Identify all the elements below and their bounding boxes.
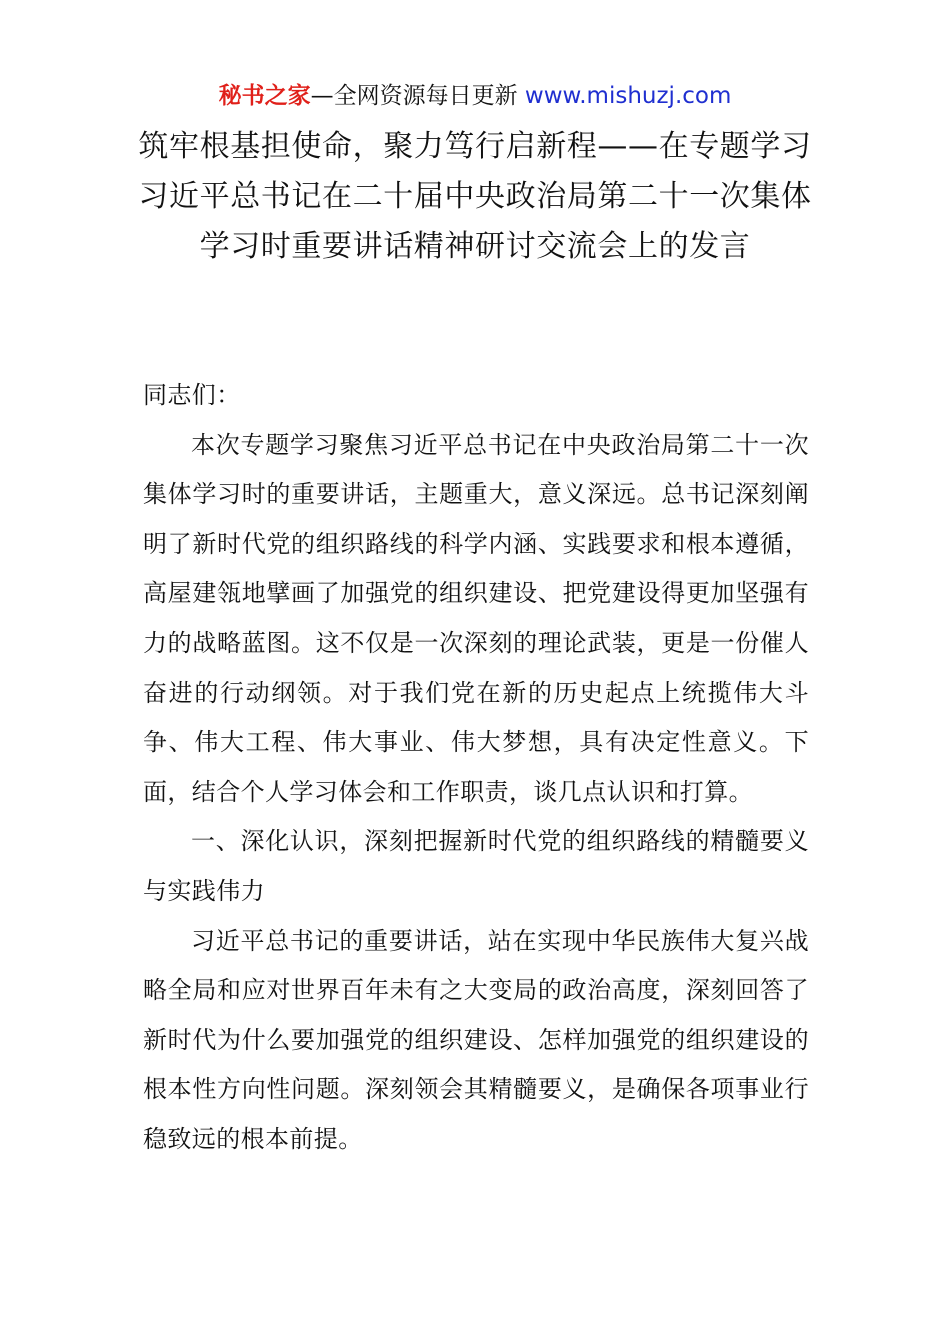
paragraph-intro: 本次专题学习聚焦习近平总书记在中央政治局第二十一次集体学习时的重要讲话，主题重大，意义深远。总书记深刻阐明了新时代党的组织路线的科学内涵、实践要求和根本遵循，高屋建瓴地擘画了加强党的组织建设、把党建设得更加坚强有力的战略蓝图。这不仅是一次深刻的理论武装，更是一份催人奋进的行动纲领。对于我们党在新的历史起点上统揽伟大斗争、伟大工程、伟大事业、伟大梦想，具有决定性意义。下面，结合个人学习体会和工作职责，谈几点认识和打算。 — [143, 430, 809, 806]
section-heading-1: 一、深化认识，深刻把握新时代党的组织路线的精髓要义与实践伟力 — [143, 827, 809, 905]
watermark-header — [0, 80, 950, 112]
watermark-tagline: —全网资源每日更新 — [310, 83, 525, 109]
watermark-brand: 秘书之家 — [218, 83, 311, 109]
document-title: 筑牢根基担使命，聚力笃行启新程——在专题学习习近平总书记在二十届中央政治局第二十一次集体学习时重要讲话精神研讨交流会上的发言 — [138, 129, 812, 264]
watermark-url[interactable]: www.mishuzj.com — [524, 83, 732, 109]
document-body — [143, 371, 809, 1165]
paragraph-section-1: 习近平总书记的重要讲话，站在实现中华民族伟大复兴战略全局和应对世界百年未有之大变局的政治高度，深刻回答了新时代为什么要加强党的组织建设、怎样加强党的组织建设的根本性方向性问题。深刻领会其精髓要义，是确保各项事业行稳致远的根本前提。 — [143, 926, 809, 1153]
salutation: 同志们： — [143, 381, 241, 409]
